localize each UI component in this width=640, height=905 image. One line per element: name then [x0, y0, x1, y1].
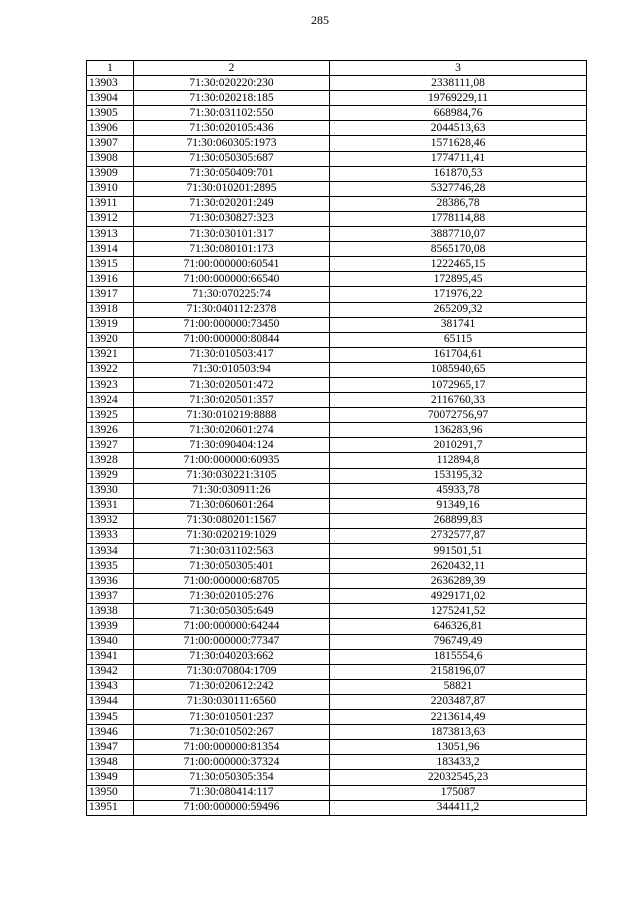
cadastral-number-cell: 71:30:020218:185 — [134, 91, 330, 106]
table-row — [87, 332, 587, 347]
value-cell: 1571628,46 — [330, 136, 587, 151]
table-row — [87, 211, 587, 226]
value-cell: 646326,81 — [330, 619, 587, 634]
row-number-cell: 13938 — [87, 604, 134, 619]
registry-table — [86, 60, 587, 816]
value-cell: 2116760,33 — [330, 393, 587, 408]
row-number-cell: 13940 — [87, 634, 134, 649]
row-number-cell: 13929 — [87, 468, 134, 483]
cadastral-number-cell: 71:00:000000:77347 — [134, 634, 330, 649]
cadastral-number-cell: 71:30:030101:317 — [134, 227, 330, 242]
value-cell: 183433,2 — [330, 755, 587, 770]
table-row — [87, 362, 587, 377]
row-number-cell: 13934 — [87, 544, 134, 559]
row-number-cell: 13936 — [87, 574, 134, 589]
table-row — [87, 76, 587, 91]
value-cell: 265209,32 — [330, 302, 587, 317]
value-cell: 65115 — [330, 332, 587, 347]
value-cell: 58821 — [330, 679, 587, 694]
table-row — [87, 317, 587, 332]
table-row — [87, 785, 587, 800]
value-cell: 2620432,11 — [330, 559, 587, 574]
table-row — [87, 106, 587, 121]
table-row — [87, 725, 587, 740]
row-number-cell: 13925 — [87, 408, 134, 423]
value-cell: 1085940,65 — [330, 362, 587, 377]
cadastral-number-cell: 71:00:000000:37324 — [134, 755, 330, 770]
value-cell: 70072756,97 — [330, 408, 587, 423]
cadastral-number-cell: 71:30:020219:1029 — [134, 528, 330, 543]
cadastral-number-cell: 71:30:031102:563 — [134, 544, 330, 559]
value-cell: 2636289,39 — [330, 574, 587, 589]
row-number-cell: 13904 — [87, 91, 134, 106]
value-cell: 13051,96 — [330, 740, 587, 755]
value-cell: 91349,16 — [330, 498, 587, 513]
row-number-cell: 13907 — [87, 136, 134, 151]
row-number-cell: 13951 — [87, 800, 134, 815]
cadastral-number-cell: 71:30:020105:276 — [134, 589, 330, 604]
row-number-cell: 13949 — [87, 770, 134, 785]
cadastral-number-cell: 71:30:030111:6560 — [134, 694, 330, 709]
table-row — [87, 377, 587, 392]
cadastral-number-cell: 71:30:030221:3105 — [134, 468, 330, 483]
value-cell: 381741 — [330, 317, 587, 332]
table-row — [87, 393, 587, 408]
row-number-cell: 13905 — [87, 106, 134, 121]
cadastral-number-cell: 71:30:010501:237 — [134, 710, 330, 725]
table-row — [87, 227, 587, 242]
value-cell: 1072965,17 — [330, 377, 587, 392]
cadastral-number-cell: 71:30:080201:1567 — [134, 513, 330, 528]
cadastral-number-cell: 71:30:070804:1709 — [134, 664, 330, 679]
table-row — [87, 272, 587, 287]
row-number-cell: 13943 — [87, 679, 134, 694]
value-cell: 22032545,23 — [330, 770, 587, 785]
table-row — [87, 498, 587, 513]
row-number-cell: 13926 — [87, 423, 134, 438]
row-number-cell: 13947 — [87, 740, 134, 755]
table-row — [87, 453, 587, 468]
value-cell: 175087 — [330, 785, 587, 800]
table-row — [87, 634, 587, 649]
column-header-3: 3 — [330, 61, 587, 76]
value-cell: 2213614,49 — [330, 710, 587, 725]
cadastral-number-cell: 71:30:070225:74 — [134, 287, 330, 302]
column-header-2: 2 — [134, 61, 330, 76]
value-cell: 4929171,02 — [330, 589, 587, 604]
row-number-cell: 13932 — [87, 513, 134, 528]
value-cell: 5327746,28 — [330, 181, 587, 196]
cadastral-number-cell: 71:00:000000:80844 — [134, 332, 330, 347]
table-row — [87, 589, 587, 604]
row-number-cell: 13941 — [87, 649, 134, 664]
value-cell: 153195,32 — [330, 468, 587, 483]
row-number-cell: 13930 — [87, 483, 134, 498]
row-number-cell: 13909 — [87, 166, 134, 181]
value-cell: 2158196,07 — [330, 664, 587, 679]
cadastral-number-cell: 71:00:000000:60541 — [134, 257, 330, 272]
value-cell: 2010291,7 — [330, 438, 587, 453]
table-row — [87, 483, 587, 498]
row-number-cell: 13921 — [87, 347, 134, 362]
cadastral-number-cell: 71:30:080101:173 — [134, 242, 330, 257]
cadastral-number-cell: 71:30:030827:323 — [134, 211, 330, 226]
row-number-cell: 13918 — [87, 302, 134, 317]
cadastral-number-cell: 71:00:000000:64244 — [134, 619, 330, 634]
table-row — [87, 740, 587, 755]
value-cell: 2338111,08 — [330, 76, 587, 91]
page-number: 285 — [311, 13, 329, 27]
row-number-cell: 13944 — [87, 694, 134, 709]
cadastral-number-cell: 71:00:000000:81354 — [134, 740, 330, 755]
cadastral-number-cell: 71:30:020601:274 — [134, 423, 330, 438]
cadastral-number-cell: 71:30:050305:649 — [134, 604, 330, 619]
row-number-cell: 13924 — [87, 393, 134, 408]
row-number-cell: 13908 — [87, 151, 134, 166]
value-cell: 28386,78 — [330, 196, 587, 211]
value-cell: 19769229,11 — [330, 91, 587, 106]
value-cell: 1778114,88 — [330, 211, 587, 226]
table-row — [87, 302, 587, 317]
value-cell: 268899,83 — [330, 513, 587, 528]
table-row — [87, 604, 587, 619]
row-number-cell: 13948 — [87, 755, 134, 770]
row-number-cell: 13910 — [87, 181, 134, 196]
table-row — [87, 347, 587, 362]
value-cell: 1774711,41 — [330, 151, 587, 166]
cadastral-number-cell: 71:30:020612:242 — [134, 679, 330, 694]
value-cell: 2203487,87 — [330, 694, 587, 709]
row-number-cell: 13927 — [87, 438, 134, 453]
row-number-cell: 13946 — [87, 725, 134, 740]
table-row — [87, 136, 587, 151]
cadastral-number-cell: 71:30:010503:417 — [134, 347, 330, 362]
value-cell: 45933,78 — [330, 483, 587, 498]
table-row — [87, 196, 587, 211]
cadastral-number-cell: 71:30:010502:267 — [134, 725, 330, 740]
table-row — [87, 679, 587, 694]
row-number-cell: 13913 — [87, 227, 134, 242]
row-number-cell: 13931 — [87, 498, 134, 513]
cadastral-number-cell: 71:30:050409:701 — [134, 166, 330, 181]
table-row — [87, 528, 587, 543]
table-row — [87, 181, 587, 196]
value-cell: 2044513,63 — [330, 121, 587, 136]
table-row — [87, 166, 587, 181]
cadastral-number-cell: 71:30:010201:2895 — [134, 181, 330, 196]
table-row — [87, 544, 587, 559]
value-cell: 161870,53 — [330, 166, 587, 181]
table-row — [87, 559, 587, 574]
value-cell: 161704,61 — [330, 347, 587, 362]
cadastral-number-cell: 71:30:040112:2378 — [134, 302, 330, 317]
value-cell: 8565170,08 — [330, 242, 587, 257]
value-cell: 171976,22 — [330, 287, 587, 302]
table-row — [87, 649, 587, 664]
table-row — [87, 408, 587, 423]
row-number-cell: 13939 — [87, 619, 134, 634]
table-body — [87, 76, 587, 816]
table-header-row — [87, 61, 587, 76]
cadastral-number-cell: 71:30:060305:1973 — [134, 136, 330, 151]
row-number-cell: 13917 — [87, 287, 134, 302]
row-number-cell: 13922 — [87, 362, 134, 377]
row-number-cell: 13906 — [87, 121, 134, 136]
table-row — [87, 121, 587, 136]
table-row — [87, 770, 587, 785]
value-cell: 991501,51 — [330, 544, 587, 559]
cadastral-number-cell: 71:00:000000:59496 — [134, 800, 330, 815]
table-row — [87, 513, 587, 528]
row-number-cell: 13914 — [87, 242, 134, 257]
cadastral-number-cell: 71:00:000000:66540 — [134, 272, 330, 287]
cadastral-number-cell: 71:00:000000:68705 — [134, 574, 330, 589]
table-row — [87, 438, 587, 453]
row-number-cell: 13915 — [87, 257, 134, 272]
table-row — [87, 91, 587, 106]
row-number-cell: 13928 — [87, 453, 134, 468]
row-number-cell: 13942 — [87, 664, 134, 679]
column-header-1: 1 — [87, 61, 134, 76]
cadastral-number-cell: 71:30:020501:357 — [134, 393, 330, 408]
value-cell: 1815554,6 — [330, 649, 587, 664]
value-cell: 1275241,52 — [330, 604, 587, 619]
row-number-cell: 13937 — [87, 589, 134, 604]
table-row — [87, 151, 587, 166]
cadastral-number-cell: 71:30:010503:94 — [134, 362, 330, 377]
cadastral-number-cell: 71:30:020201:249 — [134, 196, 330, 211]
value-cell: 1222465,15 — [330, 257, 587, 272]
table-row — [87, 468, 587, 483]
value-cell: 136283,96 — [330, 423, 587, 438]
table-row — [87, 257, 587, 272]
cadastral-number-cell: 71:30:050305:354 — [134, 770, 330, 785]
row-number-cell: 13935 — [87, 559, 134, 574]
row-number-cell: 13923 — [87, 377, 134, 392]
row-number-cell: 13919 — [87, 317, 134, 332]
cadastral-number-cell: 71:30:050305:687 — [134, 151, 330, 166]
cadastral-number-cell: 71:30:031102:550 — [134, 106, 330, 121]
row-number-cell: 13950 — [87, 785, 134, 800]
cadastral-number-cell: 71:30:020105:436 — [134, 121, 330, 136]
value-cell: 668984,76 — [330, 106, 587, 121]
row-number-cell: 13933 — [87, 528, 134, 543]
cadastral-number-cell: 71:30:020220:230 — [134, 76, 330, 91]
cadastral-number-cell: 71:30:050305:401 — [134, 559, 330, 574]
value-cell: 172895,45 — [330, 272, 587, 287]
cadastral-number-cell: 71:30:030911:26 — [134, 483, 330, 498]
value-cell: 796749,49 — [330, 634, 587, 649]
table-row — [87, 800, 587, 815]
row-number-cell: 13912 — [87, 211, 134, 226]
cadastral-number-cell: 71:30:090404:124 — [134, 438, 330, 453]
value-cell: 344411,2 — [330, 800, 587, 815]
value-cell: 1873813,63 — [330, 725, 587, 740]
table-row — [87, 287, 587, 302]
table-row — [87, 694, 587, 709]
row-number-cell: 13903 — [87, 76, 134, 91]
table-row — [87, 710, 587, 725]
row-number-cell: 13916 — [87, 272, 134, 287]
table-row — [87, 242, 587, 257]
table-row — [87, 664, 587, 679]
value-cell: 3887710,07 — [330, 227, 587, 242]
cadastral-number-cell: 71:00:000000:60935 — [134, 453, 330, 468]
cadastral-number-cell: 71:30:010219:8888 — [134, 408, 330, 423]
table-row — [87, 619, 587, 634]
value-cell: 112894,8 — [330, 453, 587, 468]
cadastral-number-cell: 71:00:000000:73450 — [134, 317, 330, 332]
table-row — [87, 755, 587, 770]
table-row — [87, 423, 587, 438]
table-row — [87, 574, 587, 589]
cadastral-number-cell: 71:30:080414:117 — [134, 785, 330, 800]
cadastral-number-cell: 71:30:060601:264 — [134, 498, 330, 513]
value-cell: 2732577,87 — [330, 528, 587, 543]
cadastral-number-cell: 71:30:040203:662 — [134, 649, 330, 664]
row-number-cell: 13911 — [87, 196, 134, 211]
cadastral-number-cell: 71:30:020501:472 — [134, 377, 330, 392]
row-number-cell: 13945 — [87, 710, 134, 725]
row-number-cell: 13920 — [87, 332, 134, 347]
